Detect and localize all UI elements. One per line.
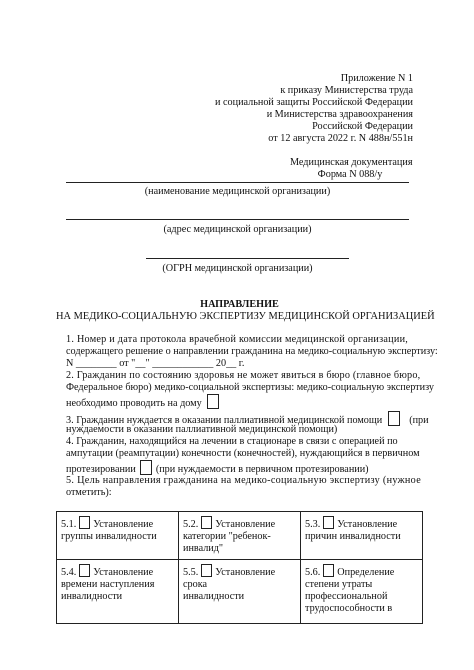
item-4-line-3 <box>66 460 369 476</box>
goals-row-2 <box>57 560 423 624</box>
med-doc-label: Медицинская документация <box>290 157 413 168</box>
goals-row-1 <box>57 512 423 560</box>
goal-text-2: инвалидности <box>183 591 245 602</box>
item-3-note: (при <box>409 415 429 426</box>
goal-5-3-checkbox[interactable] <box>323 516 334 529</box>
item-2-text: необходимо проводить на дому <box>66 398 202 409</box>
prosthetics-checkbox[interactable] <box>140 460 152 475</box>
goal-text-2: времени наступления <box>61 579 155 590</box>
org-ogrn-caption: (ОГРН медицинской организации) <box>162 263 313 274</box>
org-address-caption: (адрес медицинской организации) <box>163 224 312 235</box>
item-1-line-2: содержащего решение о направлении гражданина на медико-социальную экспертизу: <box>66 346 438 357</box>
goal-num: 5.1. <box>61 519 77 530</box>
org-name-caption: (наименование медицинской организации) <box>144 186 331 197</box>
goal-text-1: Установление <box>215 519 276 530</box>
goal-text-2: причин инвалидности <box>305 531 401 542</box>
item-2-line-1: 2. Гражданин по состоянию здоровья не может явиться в бюро (главное бюро, <box>66 370 421 381</box>
goal-num: 5.3. <box>305 519 321 530</box>
goal-num: 5.4. <box>61 567 77 578</box>
item-4-text: протезировании <box>66 464 136 475</box>
item-4-line-2: ампутации (реампутации) конечности (конечностей), нуждающийся в первичном <box>66 448 420 459</box>
header-line-1: Приложение N 1 <box>340 73 413 84</box>
org-address-line <box>66 219 409 220</box>
goal-5-1-checkbox[interactable] <box>79 516 90 529</box>
goal-cell-5-3 <box>301 512 423 560</box>
item-4-line-1: 4. Гражданин, находящийся на лечении в стационаре в связи с операцией по <box>66 436 398 447</box>
goal-text-2: категории "ребенок- <box>183 531 271 542</box>
item-1-line-1: 1. Номер и дата протокола врачебной комиссии медицинской организации, <box>66 334 409 345</box>
goal-5-4-checkbox[interactable] <box>79 564 90 577</box>
form-number: Форма N 088/у <box>317 169 383 180</box>
goal-5-5-checkbox[interactable] <box>201 564 212 577</box>
goal-text-1: Установление <box>93 567 154 578</box>
org-ogrn-line <box>146 258 349 259</box>
header-line-3: и социальной защиты Российской Федерации <box>215 97 413 108</box>
goal-num: 5.6. <box>305 567 321 578</box>
goal-text-1: Установление срока <box>183 567 276 590</box>
palliative-care-checkbox[interactable] <box>388 411 400 426</box>
goal-text-3: инвалид" <box>183 543 224 554</box>
doc-title: НАПРАВЛЕНИЕ <box>200 299 279 310</box>
goal-cell-5-5 <box>179 560 301 624</box>
goal-text-2: группы инвалидности <box>61 531 157 542</box>
item-3-text: 3. Гражданин нуждается в оказании паллиативной медицинской помощи <box>66 415 383 426</box>
goal-5-6-checkbox[interactable] <box>323 564 334 577</box>
org-name-line <box>66 182 409 183</box>
item-5-line-1: 5. Цель направления гражданина на медико-социальную экспертизу (нужное <box>66 475 422 486</box>
header-line-6: от 12 августа 2022 г. N 488н/551н <box>268 133 413 144</box>
goal-cell-5-4 <box>57 560 179 624</box>
goal-text-1: Определение <box>337 567 395 578</box>
header-line-4: и Министерства здравоохранения <box>266 109 413 120</box>
goal-text-1: Установление <box>93 519 154 530</box>
item-3-line-2: нуждаемости в оказании паллиативной медицинской помощи) <box>66 424 338 435</box>
goal-num: 5.2. <box>183 519 199 530</box>
goal-cell-5-2 <box>179 512 301 560</box>
item-4-note: (при нуждаемости в первичном протезировании) <box>155 464 369 475</box>
goal-cell-5-1 <box>57 512 179 560</box>
goal-text-3: профессиональной <box>305 591 388 602</box>
item-1-line-3: N ________ от "__" ____________ 20__ г. <box>66 358 245 369</box>
item-2-line-2: Федеральное бюро) медико-социальной экспертизы: медико-социальную экспертизу <box>66 382 434 393</box>
header-line-5: Российской Федерации <box>312 121 413 132</box>
goal-text-2: степени утраты <box>305 579 373 590</box>
goal-num: 5.5. <box>183 567 199 578</box>
goal-text-4: трудоспособности в <box>305 603 393 614</box>
item-5-line-2: отметить): <box>66 487 112 498</box>
goal-text-3: инвалидности <box>61 591 123 602</box>
doc-subtitle: НА МЕДИКО-СОЦИАЛЬНУЮ ЭКСПЕРТИЗУ МЕДИЦИНСКОЙ ОРГАНИЗАЦИЕЙ <box>56 311 435 322</box>
home-exam-checkbox[interactable] <box>207 394 219 409</box>
goal-text-1: Установление <box>337 519 398 530</box>
header-line-2: к приказу Министерства труда <box>280 85 413 96</box>
goal-cell-5-6 <box>301 560 423 624</box>
goal-5-2-checkbox[interactable] <box>201 516 212 529</box>
item-2-line-3 <box>66 394 222 410</box>
goals-table <box>56 511 423 624</box>
